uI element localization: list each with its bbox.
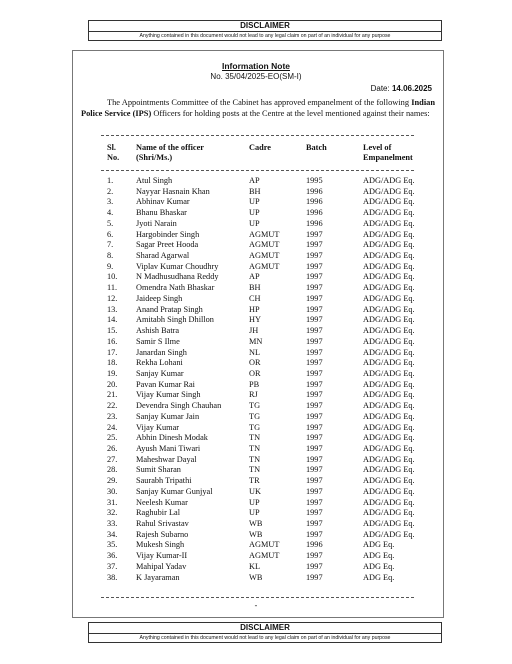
cell-level: ADG/ADG Eq. — [363, 411, 415, 421]
cell-sl: 17. — [107, 347, 118, 357]
date-label: Date: — [370, 84, 392, 93]
cell-sl: 11. — [107, 283, 118, 293]
cell-cadre: CH — [249, 293, 261, 303]
cell-officer-name: Pavan Kumar Rai — [136, 379, 195, 389]
cell-batch: 1997 — [306, 304, 323, 314]
cell-sl: 29. — [107, 476, 118, 486]
cell-cadre: BH — [249, 186, 261, 196]
cell-cadre: AGMUT — [249, 261, 280, 271]
cell-batch: 1997 — [306, 261, 323, 271]
page-marker: - — [254, 601, 258, 610]
table-row — [0, 487, 512, 498]
cell-sl: 16. — [107, 336, 118, 346]
cell-cadre: UP — [249, 197, 260, 207]
header-name — [136, 143, 204, 163]
cell-cadre: AGMUT — [249, 229, 280, 239]
cell-sl: 38. — [107, 572, 118, 582]
cell-batch: 1996 — [306, 540, 323, 550]
cell-batch: 1997 — [306, 229, 323, 239]
disclaimer-top — [88, 20, 442, 41]
cell-sl: 3. — [107, 197, 114, 207]
cell-level: ADG/ADG Eq. — [363, 261, 415, 271]
cell-officer-name: Maheshwar Dayal — [136, 454, 197, 464]
cell-sl: 15. — [107, 326, 118, 336]
table-row — [0, 230, 512, 241]
cell-batch: 1997 — [306, 390, 323, 400]
cell-level: ADG/ADG Eq. — [363, 240, 415, 250]
cell-sl: 22. — [107, 401, 118, 411]
cell-batch: 1997 — [306, 465, 323, 475]
cell-officer-name: Devendra Singh Chauhan — [136, 401, 222, 411]
cell-level: ADG/ADG Eq. — [363, 368, 415, 378]
cell-cadre: TG — [249, 401, 261, 411]
cell-officer-name: Amitabh Singh Dhillon — [136, 315, 214, 325]
cell-sl: 6. — [107, 229, 114, 239]
table-row — [0, 508, 512, 519]
cell-cadre: OR — [249, 358, 261, 368]
cell-level: ADG Eq. — [363, 551, 395, 561]
cell-level: ADG/ADG Eq. — [363, 465, 415, 475]
header-level-line1: Level of — [363, 143, 392, 152]
cell-sl: 5. — [107, 218, 114, 228]
intro-text-2: Officers for holding posts at the Centre at the level mentioned against their names: — [151, 108, 430, 118]
cell-cadre: NL — [249, 347, 261, 357]
intro-paragraph — [81, 98, 435, 119]
cell-officer-name: Jyoti Narain — [136, 218, 177, 228]
header-name-line1: Name of the officer — [136, 143, 204, 152]
cell-level: ADG/ADG Eq. — [363, 186, 415, 196]
cell-batch: 1997 — [306, 551, 323, 561]
table-row — [0, 465, 512, 476]
cell-cadre: TN — [249, 443, 261, 453]
note-number: No. 35/04/2025-EO(SM-I) — [210, 72, 302, 81]
cell-level: ADG/ADG Eq. — [363, 390, 415, 400]
cell-cadre: AGMUT — [249, 551, 280, 561]
cell-batch: 1997 — [306, 519, 323, 528]
table-row — [0, 573, 512, 584]
disclaimer-bottom — [88, 622, 442, 643]
table-row — [0, 176, 512, 187]
cell-sl: 13. — [107, 304, 118, 314]
cell-cadre: OR — [249, 368, 261, 378]
table-row — [0, 540, 512, 551]
table-row — [0, 358, 512, 369]
cell-level: ADG/ADG Eq. — [363, 422, 415, 432]
cell-batch: 1997 — [306, 508, 323, 518]
cell-batch: 1997 — [306, 251, 323, 261]
table-row — [0, 240, 512, 251]
cell-level: ADG/ADG Eq. — [363, 229, 415, 239]
table-row — [0, 444, 512, 455]
cell-sl: 9. — [107, 261, 114, 271]
cell-cadre: UK — [249, 486, 261, 496]
header-batch: Batch — [306, 143, 327, 152]
table-row — [0, 519, 512, 530]
cell-level: ADG/ADG Eq. — [363, 443, 415, 453]
table-row — [0, 272, 512, 283]
cell-level: ADG/ADG Eq. — [363, 251, 415, 261]
cell-cadre: RJ — [249, 390, 258, 400]
intro-service: Indian Police Service (IPS) — [81, 98, 435, 118]
table-row — [0, 390, 512, 401]
cell-sl: 4. — [107, 208, 114, 218]
table-row — [0, 315, 512, 326]
cell-officer-name: Nayyar Hasnain Khan — [136, 186, 210, 196]
cell-batch: 1997 — [306, 476, 323, 486]
cell-batch: 1997 — [306, 454, 323, 464]
officer-table-body — [0, 176, 512, 583]
cell-cadre: MN — [249, 336, 263, 346]
cell-level: ADG/ADG Eq. — [363, 315, 415, 325]
table-row — [0, 197, 512, 208]
table-row — [0, 401, 512, 412]
cell-level: ADG/ADG Eq. — [363, 433, 415, 443]
cell-batch: 1997 — [306, 283, 323, 293]
cell-officer-name: Rajesh Subarno — [136, 529, 189, 539]
cell-officer-name: Atul Singh — [136, 176, 173, 185]
cell-level: ADG/ADG Eq. — [363, 519, 415, 528]
header-level-line2: Empanelment — [363, 153, 413, 162]
table-row — [0, 187, 512, 198]
date-line — [0, 84, 432, 93]
cell-cadre: WB — [249, 529, 263, 539]
cell-level: ADG/ADG Eq. — [363, 336, 415, 346]
table-bottom-rule — [101, 597, 414, 598]
table-row — [0, 423, 512, 434]
cell-sl: 34. — [107, 529, 118, 539]
cell-cadre: TR — [249, 476, 260, 486]
cell-officer-name: Mahipal Yadav — [136, 561, 187, 571]
cell-cadre: JH — [249, 326, 259, 336]
cell-officer-name: Sanjay Kumar Jain — [136, 411, 200, 421]
cell-cadre: KL — [249, 561, 261, 571]
cell-cadre: WB — [249, 572, 263, 582]
table-row — [0, 433, 512, 444]
table-row — [0, 326, 512, 337]
table-row — [0, 305, 512, 316]
cell-sl: 10. — [107, 272, 118, 282]
cell-batch: 1997 — [306, 422, 323, 432]
cell-batch: 1997 — [306, 272, 323, 282]
cell-sl: 24. — [107, 422, 118, 432]
disclaimer-title: DISCLAIMER — [89, 623, 441, 634]
cell-batch: 1997 — [306, 411, 323, 421]
cell-batch: 1997 — [306, 529, 323, 539]
cell-batch: 1996 — [306, 218, 323, 228]
cell-cadre: AGMUT — [249, 540, 280, 550]
cell-sl: 18. — [107, 358, 118, 368]
cell-officer-name: Janardan Singh — [136, 347, 187, 357]
cell-officer-name: Ayush Mani Tiwari — [136, 443, 201, 453]
cell-level: ADG/ADG Eq. — [363, 208, 415, 218]
cell-sl: 8. — [107, 251, 114, 261]
intro-text-1: The Appointments Committee of the Cabinet has approved empanelment of the following — [107, 98, 412, 107]
cell-sl: 30. — [107, 486, 118, 496]
cell-cadre: PB — [249, 379, 260, 389]
cell-officer-name: Mukesh Singh — [136, 540, 185, 550]
cell-level: ADG/ADG Eq. — [363, 497, 415, 507]
cell-batch: 1997 — [306, 336, 323, 346]
header-cadre: Cadre — [249, 143, 271, 152]
cell-officer-name: Ashish Batra — [136, 326, 180, 336]
cell-cadre: UP — [249, 508, 260, 518]
header-sl — [107, 143, 119, 163]
table-row — [0, 476, 512, 487]
disclaimer-text: Anything contained in this document would not lead to any legal claim on part of an individual for any purpose — [139, 33, 391, 39]
table-row — [0, 208, 512, 219]
cell-batch: 1997 — [306, 379, 323, 389]
cell-sl: 35. — [107, 540, 118, 550]
header-sl-line1: Sl. — [107, 143, 116, 152]
cell-sl: 28. — [107, 465, 118, 475]
cell-sl: 1. — [107, 176, 114, 185]
cell-batch: 1997 — [306, 358, 323, 368]
table-row — [0, 294, 512, 305]
cell-batch: 1997 — [306, 293, 323, 303]
cell-sl: 36. — [107, 551, 118, 561]
cell-sl: 31. — [107, 497, 118, 507]
cell-level: ADG/ADG Eq. — [363, 293, 415, 303]
cell-cadre: TN — [249, 454, 261, 464]
cell-batch: 1997 — [306, 347, 323, 357]
table-row — [0, 530, 512, 541]
cell-batch: 1995 — [306, 176, 323, 185]
cell-level: ADG Eq. — [363, 561, 395, 571]
cell-level: ADG/ADG Eq. — [363, 358, 415, 368]
cell-level: ADG/ADG Eq. — [363, 326, 415, 336]
cell-officer-name: Abhinav Kumar — [136, 197, 190, 207]
cell-officer-name: Saurabh Tripathi — [136, 476, 192, 486]
cell-officer-name: Viplav Kumar Choudhry — [136, 261, 219, 271]
cell-officer-name: Samir S Ilme — [136, 336, 180, 346]
cell-level: ADG Eq. — [363, 572, 395, 582]
cell-officer-name: Vijay Kumar-II — [136, 551, 188, 561]
date-value: 14.06.2025 — [391, 84, 432, 93]
cell-level: ADG/ADG Eq. — [363, 347, 415, 357]
cell-level: ADG/ADG Eq. — [363, 272, 415, 282]
table-row — [0, 219, 512, 230]
cell-officer-name: Anand Pratap Singh — [136, 304, 203, 314]
cell-sl: 20. — [107, 379, 118, 389]
header-sl-line2: No. — [107, 153, 120, 162]
cell-sl: 25. — [107, 433, 118, 443]
cell-level: ADG/ADG Eq. — [363, 197, 415, 207]
table-row — [0, 380, 512, 391]
cell-sl: 33. — [107, 519, 118, 528]
cell-batch: 1997 — [306, 433, 323, 443]
cell-officer-name: Jaideep Singh — [136, 293, 183, 303]
table-row — [0, 337, 512, 348]
cell-level: ADG/ADG Eq. — [363, 476, 415, 486]
cell-batch: 1997 — [306, 443, 323, 453]
header-level — [363, 143, 413, 163]
cell-cadre: AP — [249, 272, 260, 282]
cell-sl: 26. — [107, 443, 118, 453]
table-row — [0, 498, 512, 509]
cell-sl: 2. — [107, 186, 114, 196]
cell-batch: 1997 — [306, 497, 323, 507]
cell-officer-name: N Madhusudhana Reddy — [136, 272, 219, 282]
cell-officer-name: Abhin Dinesh Modak — [136, 433, 208, 443]
table-row — [0, 251, 512, 262]
table-row — [0, 283, 512, 294]
cell-officer-name: Rekha Lohani — [136, 358, 183, 368]
cell-cadre: UP — [249, 208, 260, 218]
cell-level: ADG/ADG Eq. — [363, 508, 415, 518]
table-row — [0, 262, 512, 273]
disclaimer-text: Anything contained in this document would not lead to any legal claim on part of an individual for any purpose — [139, 635, 391, 641]
cell-officer-name: Vijay Kumar Singh — [136, 390, 201, 400]
cell-officer-name: Omendra Nath Bhaskar — [136, 283, 215, 293]
cell-officer-name: Sagar Preet Hooda — [136, 240, 199, 250]
table-row — [0, 412, 512, 423]
cell-officer-name: Sumit Sharan — [136, 465, 181, 475]
cell-level: ADG/ADG Eq. — [363, 529, 415, 539]
cell-cadre: AGMUT — [249, 240, 280, 250]
cell-batch: 1996 — [306, 208, 323, 218]
table-row — [0, 455, 512, 466]
table-row — [0, 348, 512, 359]
table-top-rule — [101, 135, 414, 136]
cell-cadre: WB — [249, 519, 263, 528]
cell-cadre: HY — [249, 315, 261, 325]
cell-level: ADG/ADG Eq. — [363, 176, 415, 185]
cell-batch: 1997 — [306, 315, 323, 325]
cell-officer-name: Sanjay Kumar — [136, 368, 184, 378]
cell-level: ADG/ADG Eq. — [363, 304, 415, 314]
cell-batch: 1996 — [306, 186, 323, 196]
cell-officer-name: Raghubir Lal — [136, 508, 181, 518]
cell-cadre: HP — [249, 304, 260, 314]
cell-sl: 23. — [107, 411, 118, 421]
cell-level: ADG/ADG Eq. — [363, 283, 415, 293]
disclaimer-title: DISCLAIMER — [89, 21, 441, 32]
header-rule — [101, 170, 414, 171]
cell-cadre: TG — [249, 422, 261, 432]
table-row — [0, 562, 512, 573]
cell-sl: 12. — [107, 293, 118, 303]
table-row — [0, 551, 512, 562]
cell-sl: 7. — [107, 240, 114, 250]
cell-level: ADG/ADG Eq. — [363, 454, 415, 464]
cell-officer-name: Neelesh Kumar — [136, 497, 188, 507]
cell-batch: 1997 — [306, 240, 323, 250]
cell-sl: 21. — [107, 390, 118, 400]
cell-batch: 1997 — [306, 572, 323, 582]
cell-sl: 14. — [107, 315, 118, 325]
cell-batch: 1997 — [306, 486, 323, 496]
cell-cadre: UP — [249, 497, 260, 507]
cell-officer-name: Sanjay Kumar Gunjyal — [136, 486, 213, 496]
cell-level: ADG/ADG Eq. — [363, 486, 415, 496]
cell-cadre: UP — [249, 218, 260, 228]
cell-level: ADG/ADG Eq. — [363, 401, 415, 411]
cell-officer-name: Vijay Kumar — [136, 422, 180, 432]
cell-sl: 19. — [107, 368, 118, 378]
cell-cadre: TG — [249, 411, 261, 421]
cell-officer-name: Bhanu Bhaskar — [136, 208, 187, 218]
note-title: Information Note — [222, 61, 290, 71]
cell-cadre: AP — [249, 176, 260, 185]
cell-sl: 32. — [107, 508, 118, 518]
cell-batch: 1997 — [306, 401, 323, 411]
cell-officer-name: K Jayaraman — [136, 572, 180, 582]
cell-sl: 37. — [107, 561, 118, 571]
cell-cadre: AGMUT — [249, 251, 280, 261]
cell-level: ADG/ADG Eq. — [363, 218, 415, 228]
cell-officer-name: Hargobinder Singh — [136, 229, 200, 239]
cell-batch: 1997 — [306, 326, 323, 336]
table-row — [0, 369, 512, 380]
cell-level: ADG/ADG Eq. — [363, 379, 415, 389]
cell-officer-name: Sharad Agarwal — [136, 251, 190, 261]
cell-cadre: TN — [249, 465, 261, 475]
cell-officer-name: Rahul Srivastav — [136, 519, 189, 528]
cell-batch: 1997 — [306, 561, 323, 571]
cell-cadre: BH — [249, 283, 261, 293]
header-name-line2: (Shri/Ms.) — [136, 153, 173, 162]
cell-batch: 1996 — [306, 197, 323, 207]
cell-sl: 27. — [107, 454, 118, 464]
cell-level: ADG Eq. — [363, 540, 395, 550]
cell-cadre: TN — [249, 433, 261, 443]
cell-batch: 1997 — [306, 368, 323, 378]
